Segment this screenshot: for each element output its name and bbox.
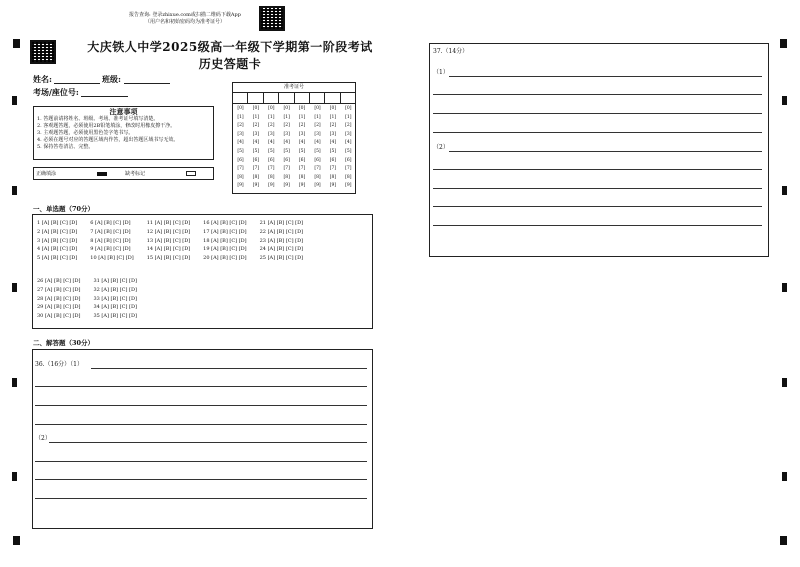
- q36-part2-label: （2）: [35, 435, 51, 442]
- digit-bubble[interactable]: [4]: [345, 140, 352, 146]
- digit-bubble[interactable]: [2]: [345, 123, 352, 129]
- digit-bubble[interactable]: [3]: [298, 131, 306, 137]
- mc-question-row[interactable]: 13 [A] [B] [C] [D]: [146, 237, 191, 244]
- exam-id-column: [326, 105, 339, 191]
- q37-line[interactable]: [433, 132, 762, 133]
- q36-line[interactable]: [35, 461, 367, 462]
- digit-bubble[interactable]: [1]: [268, 114, 275, 120]
- side-marker: [12, 186, 17, 195]
- digit-bubble[interactable]: [5]: [298, 148, 306, 154]
- digit-bubble[interactable]: [9]: [298, 183, 306, 189]
- digit-bubble[interactable]: [9]: [345, 183, 352, 189]
- digit-bubble[interactable]: [1]: [329, 114, 337, 120]
- report-notice-line2: （用户名和初始密码均为准考证号）: [144, 19, 225, 25]
- fill-example-box: [33, 167, 214, 180]
- digit-bubble[interactable]: [3]: [268, 131, 275, 137]
- digit-bubble[interactable]: [8]: [237, 174, 244, 180]
- mc-answer-box: [32, 214, 373, 329]
- digit-bubble[interactable]: [2]: [268, 123, 275, 129]
- app-qr-code: [259, 6, 285, 31]
- digit-bubble[interactable]: [0]: [283, 106, 290, 111]
- digit-bubble[interactable]: [8]: [252, 174, 260, 180]
- digit-bubble[interactable]: [6]: [345, 157, 352, 163]
- q36-label: 36.（16分）（1）: [35, 361, 83, 368]
- exam-id-column: [296, 105, 309, 191]
- digit-bubble[interactable]: [6]: [283, 157, 290, 163]
- digit-bubble[interactable]: [4]: [283, 140, 290, 146]
- q36-answer-box: [32, 349, 373, 529]
- side-marker: [782, 283, 787, 292]
- exam-id-bubbles[interactable]: [233, 104, 355, 194]
- digit-bubble[interactable]: [4]: [237, 140, 244, 146]
- name-field[interactable]: [33, 74, 52, 85]
- mc-question-row[interactable]: 26 [A] [B] [C] [D]: [37, 278, 81, 284]
- mc-question-row[interactable]: 3 [A] [B] [C] [D]: [37, 237, 78, 244]
- digit-bubble[interactable]: [9]: [329, 183, 337, 189]
- digit-bubble[interactable]: [8]: [345, 174, 352, 180]
- q37-part2-label: （2）: [433, 144, 449, 151]
- mc-question-row[interactable]: 35 [A] [B] [C] [D]: [93, 313, 137, 320]
- report-notice: [110, 12, 260, 26]
- digit-bubble[interactable]: [3]: [345, 131, 352, 137]
- digit-bubble[interactable]: [3]: [237, 131, 244, 137]
- mc-column: [203, 219, 246, 263]
- side-marker: [782, 96, 787, 105]
- mc-question-row[interactable]: 8 [A] [B] [C] [D]: [90, 237, 131, 244]
- exam-id-column: [265, 105, 278, 191]
- mc-question-row[interactable]: 9 [A] [B] [C] [D]: [90, 246, 131, 253]
- room-label: 考场/座位号:: [33, 87, 79, 97]
- digit-bubble[interactable]: [0]: [237, 106, 244, 111]
- q36-line[interactable]: [35, 405, 367, 406]
- digit-bubble[interactable]: [3]: [314, 131, 321, 137]
- q36-part2-line[interactable]: [49, 442, 367, 443]
- mc-question-row[interactable]: 12 [A] [B] [C] [D]: [146, 228, 191, 235]
- mc-question-row[interactable]: 4 [A] [B] [C] [D]: [37, 246, 78, 253]
- mc-question-row[interactable]: 34 [A] [B] [C] [D]: [93, 304, 137, 311]
- side-marker: [782, 472, 787, 481]
- mc-column: [37, 219, 77, 263]
- mc-question-row[interactable]: 6 [A] [B] [C] [D]: [90, 220, 131, 226]
- digit-bubble[interactable]: [4]: [252, 140, 260, 146]
- digit-bubble[interactable]: [7]: [283, 166, 290, 172]
- mc-group-1-35: [37, 219, 303, 263]
- mc-question-row[interactable]: 5 [A] [B] [C] [D]: [37, 255, 78, 262]
- exam-id-write-row[interactable]: [233, 93, 355, 104]
- mc-column: [93, 277, 136, 321]
- digit-bubble[interactable]: [4]: [298, 140, 306, 146]
- digit-bubble[interactable]: [1]: [252, 114, 260, 120]
- digit-bubble[interactable]: [9]: [314, 183, 321, 189]
- exam-id-column: [234, 105, 247, 191]
- side-marker: [12, 96, 17, 105]
- room-underline: [81, 96, 128, 97]
- class-field[interactable]: [102, 74, 121, 85]
- mc-question-row[interactable]: 19 [A] [B] [C] [D]: [203, 246, 247, 253]
- mc-question-row[interactable]: 10 [A] [B] [C] [D]: [90, 255, 134, 262]
- digit-bubble[interactable]: [0]: [345, 106, 352, 111]
- mc-question-row[interactable]: 20 [A] [B] [C] [D]: [203, 255, 247, 262]
- side-marker: [782, 186, 787, 195]
- digit-bubble[interactable]: [2]: [252, 123, 260, 129]
- digit-bubble[interactable]: [2]: [298, 123, 306, 129]
- notice-list: [34, 116, 213, 151]
- digit-bubble[interactable]: [7]: [329, 166, 337, 172]
- exam-id-column: [249, 105, 262, 191]
- q37-line[interactable]: [433, 206, 762, 207]
- q36-line[interactable]: [35, 479, 367, 480]
- side-marker: [782, 378, 787, 387]
- digit-bubble[interactable]: [9]: [252, 183, 260, 189]
- digit-bubble[interactable]: [5]: [329, 148, 337, 154]
- q36-line[interactable]: [35, 424, 367, 425]
- mc-question-row[interactable]: 23 [A] [B] [C] [D]: [259, 237, 304, 244]
- mc-question-row[interactable]: 22 [A] [B] [C] [D]: [259, 228, 304, 235]
- digit-bubble[interactable]: [0]: [329, 106, 337, 111]
- notice-item: 3. 主观题答题，必须使用黑色签字笔书写。: [37, 130, 134, 136]
- mc-question-row[interactable]: 31 [A] [B] [C] [D]: [93, 278, 137, 284]
- digit-bubble[interactable]: [6]: [268, 157, 275, 163]
- digit-bubble[interactable]: [3]: [329, 131, 337, 137]
- digit-bubble[interactable]: [1]: [298, 114, 306, 120]
- mc-column: [147, 219, 190, 263]
- digit-bubble[interactable]: [8]: [268, 174, 275, 180]
- q37-part2-line[interactable]: [449, 151, 762, 152]
- digit-bubble[interactable]: [0]: [252, 106, 260, 111]
- digit-bubble[interactable]: [5]: [345, 148, 352, 154]
- digit-bubble[interactable]: [8]: [298, 174, 306, 180]
- mc-question-row[interactable]: 29 [A] [B] [C] [D]: [37, 304, 81, 311]
- digit-bubble[interactable]: [6]: [298, 157, 306, 163]
- digit-bubble[interactable]: [7]: [345, 166, 352, 172]
- corner-marker: [780, 536, 787, 545]
- mc-question-row[interactable]: 11 [A] [B] [C] [D]: [146, 220, 191, 226]
- correct-fill-label: 正确填涂: [36, 171, 57, 177]
- name-underline: [54, 83, 100, 84]
- q37-part1-line[interactable]: [449, 76, 762, 77]
- digit-bubble[interactable]: [5]: [283, 148, 290, 154]
- section2-title: 二、解答题（30分）: [33, 339, 95, 347]
- q36-line[interactable]: [35, 386, 367, 387]
- digit-bubble[interactable]: [5]: [237, 148, 244, 154]
- notice-item: 2. 客观题答题，必须使用2B铅笔填涂，修改时用橡皮擦干净。: [37, 123, 176, 129]
- notice-item: 5. 保持答卷清洁、完整。: [37, 144, 94, 150]
- digit-bubble[interactable]: [3]: [283, 131, 290, 137]
- q37-line[interactable]: [433, 188, 762, 189]
- side-marker: [12, 472, 17, 481]
- digit-bubble[interactable]: [2]: [283, 123, 290, 129]
- class-underline: [124, 83, 170, 84]
- title-line2: 历史答题卡: [198, 57, 262, 71]
- notice-box: [33, 106, 214, 160]
- mc-question-row[interactable]: 15 [A] [B] [C] [D]: [146, 255, 191, 262]
- digit-bubble[interactable]: [1]: [314, 114, 321, 120]
- name-label: 姓名:: [33, 74, 52, 84]
- notice-item: 4. 必须在题号对应的答题区域内作答，超出答题区域书写无效。: [37, 137, 179, 143]
- digit-bubble[interactable]: [9]: [283, 183, 290, 189]
- digit-bubble[interactable]: [5]: [252, 148, 260, 154]
- digit-bubble[interactable]: [7]: [237, 166, 244, 172]
- mc-question-row[interactable]: 2 [A] [B] [C] [D]: [37, 228, 78, 235]
- digit-bubble[interactable]: [2]: [314, 123, 321, 129]
- absent-mark-box[interactable]: [186, 171, 196, 176]
- mc-question-row[interactable]: 24 [A] [B] [C] [D]: [259, 246, 304, 253]
- digit-bubble[interactable]: [5]: [268, 148, 275, 154]
- digit-bubble[interactable]: [8]: [314, 174, 321, 180]
- notice-item: 1. 答题前请将姓名、班级、考场、准考证号填写清楚。: [37, 116, 159, 122]
- digit-bubble[interactable]: [4]: [268, 140, 275, 146]
- digit-bubble[interactable]: [0]: [268, 106, 275, 111]
- mc-question-row[interactable]: 14 [A] [B] [C] [D]: [146, 246, 191, 253]
- mc-question-row[interactable]: 16 [A] [B] [C] [D]: [203, 220, 247, 226]
- exam-id-column: [342, 105, 355, 191]
- q37-answer-box: [429, 43, 769, 257]
- digit-bubble[interactable]: [8]: [329, 174, 337, 180]
- mc-question-row[interactable]: 1 [A] [B] [C] [D]: [37, 220, 78, 226]
- digit-bubble[interactable]: [7]: [298, 166, 306, 172]
- section1-title: 一、单选题（70分）: [33, 205, 95, 213]
- corner-marker: [780, 39, 787, 48]
- mc-column: [90, 219, 133, 263]
- mc-group-26-35: [37, 277, 137, 321]
- q37-line[interactable]: [433, 94, 762, 95]
- digit-bubble[interactable]: [5]: [314, 148, 321, 154]
- digit-bubble[interactable]: [8]: [283, 174, 290, 180]
- side-marker: [12, 283, 17, 292]
- mc-column: [260, 219, 303, 263]
- sheet-qr-code: [30, 40, 56, 64]
- digit-bubble[interactable]: [1]: [237, 114, 244, 120]
- digit-bubble[interactable]: [6]: [329, 157, 337, 163]
- mc-column: [37, 277, 80, 321]
- class-label: 班级:: [102, 74, 121, 84]
- mc-question-row[interactable]: 32 [A] [B] [C] [D]: [93, 286, 137, 293]
- mc-question-row[interactable]: 30 [A] [B] [C] [D]: [37, 313, 81, 320]
- digit-bubble[interactable]: [6]: [237, 157, 244, 163]
- notice-heading: 注意事项: [109, 107, 138, 116]
- mc-question-row[interactable]: 17 [A] [B] [C] [D]: [203, 228, 247, 235]
- mc-question-row[interactable]: 21 [A] [B] [C] [D]: [259, 220, 304, 226]
- mc-question-row[interactable]: 7 [A] [B] [C] [D]: [90, 228, 131, 235]
- absent-mark-label: 缺考标记: [125, 171, 146, 177]
- digit-bubble[interactable]: [7]: [268, 166, 275, 172]
- side-marker: [12, 378, 17, 387]
- mc-question-row[interactable]: 33 [A] [B] [C] [D]: [93, 295, 137, 302]
- digit-bubble[interactable]: [4]: [329, 140, 337, 146]
- digit-bubble[interactable]: [6]: [252, 157, 260, 163]
- exam-id-column: [311, 105, 324, 191]
- digit-bubble[interactable]: [4]: [314, 140, 321, 146]
- digit-bubble[interactable]: [6]: [314, 157, 321, 163]
- mc-question-row[interactable]: 18 [A] [B] [C] [D]: [203, 237, 247, 244]
- digit-bubble[interactable]: [9]: [268, 183, 275, 189]
- digit-bubble[interactable]: [1]: [345, 114, 352, 120]
- digit-bubble[interactable]: [7]: [314, 166, 321, 172]
- q36-line[interactable]: [35, 498, 367, 499]
- q36-part1-line[interactable]: [91, 368, 367, 369]
- q37-label: 37.（14分）: [433, 48, 469, 55]
- digit-bubble[interactable]: [2]: [237, 123, 244, 129]
- report-notice-line1: 报告查询: 登录zhixue.com或扫描二维码下载App: [129, 12, 241, 18]
- digit-bubble[interactable]: [9]: [237, 183, 244, 189]
- digit-bubble[interactable]: [0]: [314, 106, 321, 111]
- digit-bubble[interactable]: [0]: [298, 106, 306, 111]
- page-title: [80, 38, 380, 72]
- exam-id-column: [280, 105, 293, 191]
- mc-question-row[interactable]: 27 [A] [B] [C] [D]: [37, 286, 81, 293]
- q37-part1-label: （1）: [433, 69, 449, 76]
- title-line1: 大庆铁人中学2025级高一年级下学期第一阶段考试: [87, 40, 373, 54]
- exam-id-grid: [232, 82, 356, 194]
- q37-line[interactable]: [433, 225, 762, 226]
- digit-bubble[interactable]: [2]: [329, 123, 337, 129]
- corner-marker: [13, 39, 20, 48]
- digit-bubble[interactable]: [3]: [252, 131, 260, 137]
- filled-mark-icon: [97, 172, 107, 176]
- room-field[interactable]: [33, 87, 79, 98]
- q37-line[interactable]: [433, 113, 762, 114]
- mc-question-row[interactable]: 25 [A] [B] [C] [D]: [259, 255, 304, 262]
- digit-bubble[interactable]: [7]: [252, 166, 260, 172]
- exam-id-label: 准考证号: [233, 83, 355, 93]
- corner-marker: [13, 536, 20, 545]
- digit-bubble[interactable]: [1]: [283, 114, 290, 120]
- q37-line[interactable]: [433, 169, 762, 170]
- mc-question-row[interactable]: 28 [A] [B] [C] [D]: [37, 295, 81, 302]
